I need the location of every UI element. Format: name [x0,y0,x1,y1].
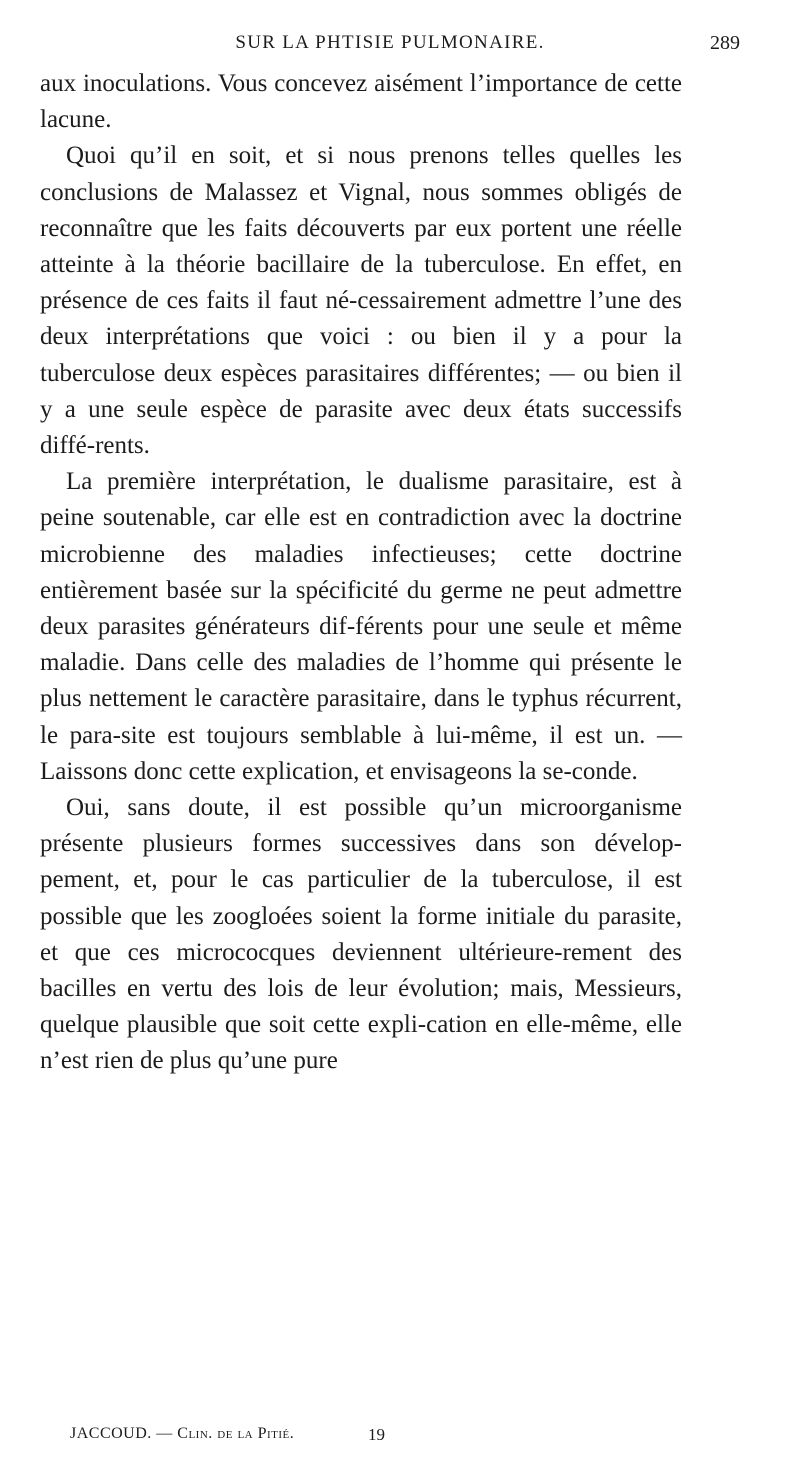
signature-line: JACCOUD. — Clin. de la Pitié. [70,1425,295,1442]
running-head [40,32,740,60]
paragraph: Quoi qu’il en soit, et si nous prenons telles quelles les conclusions de Malassez et Vignal, nous sommes obligés de reconnaître que les faits découverts par eux portent une réelle atteinte à la théorie bacillaire de la tuberculose. En effet, en présence de ces faits il faut né-cessairement admettre l’une des deux interprétations que voici : ou bien il y a pour la tuberculose deux espèces parasitaires différentes; — ou bien il y a une seule espèce de parasite avec deux états successifs diffé-rents. [40,142,682,460]
body-text [40,66,682,1080]
paragraph-continuation: aux inoculations. Vous concevez aisément l’importance de cette lacune. [40,70,682,134]
signature-mark: 19 [368,1425,385,1444]
page-number: 289 [710,32,740,54]
running-title: SUR LA PHTISIE PULMONAIRE. [235,32,545,53]
page-footer [70,1425,682,1449]
paragraph: Oui, sans doute, il est possible qu’un microorganisme présente plusieurs formes successives dans son dévelop-pement, et, pour le cas particulier de la tuberculose, il est possible que les zoogloées soient la forme initiale du parasite, et que ces micrococques deviennent ultérieure-rement des bacilles en vertu des lois de leur évolution; mais, Messieurs, quelque plausible que soit cette expli-cation en elle-même, elle n’est rien de plus qu’une pure [40,794,682,1075]
paragraph: La première interprétation, le dualisme parasitaire, est à peine soutenable, car elle est en contradiction avec la doctrine microbienne des maladies infectieuses; cette doctrine entièrement basée sur la spécificité du germe ne peut admettre deux parasites générateurs dif-férents pour une seule et même maladie. Dans celle des maladies de l’homme qui présente le plus nettement le caractère parasitaire, dans le typhus récurrent, le para-site est toujours semblable à lui-même, il est un. — Laissons donc cette explication, et envisageons la se-conde. [40,468,682,785]
